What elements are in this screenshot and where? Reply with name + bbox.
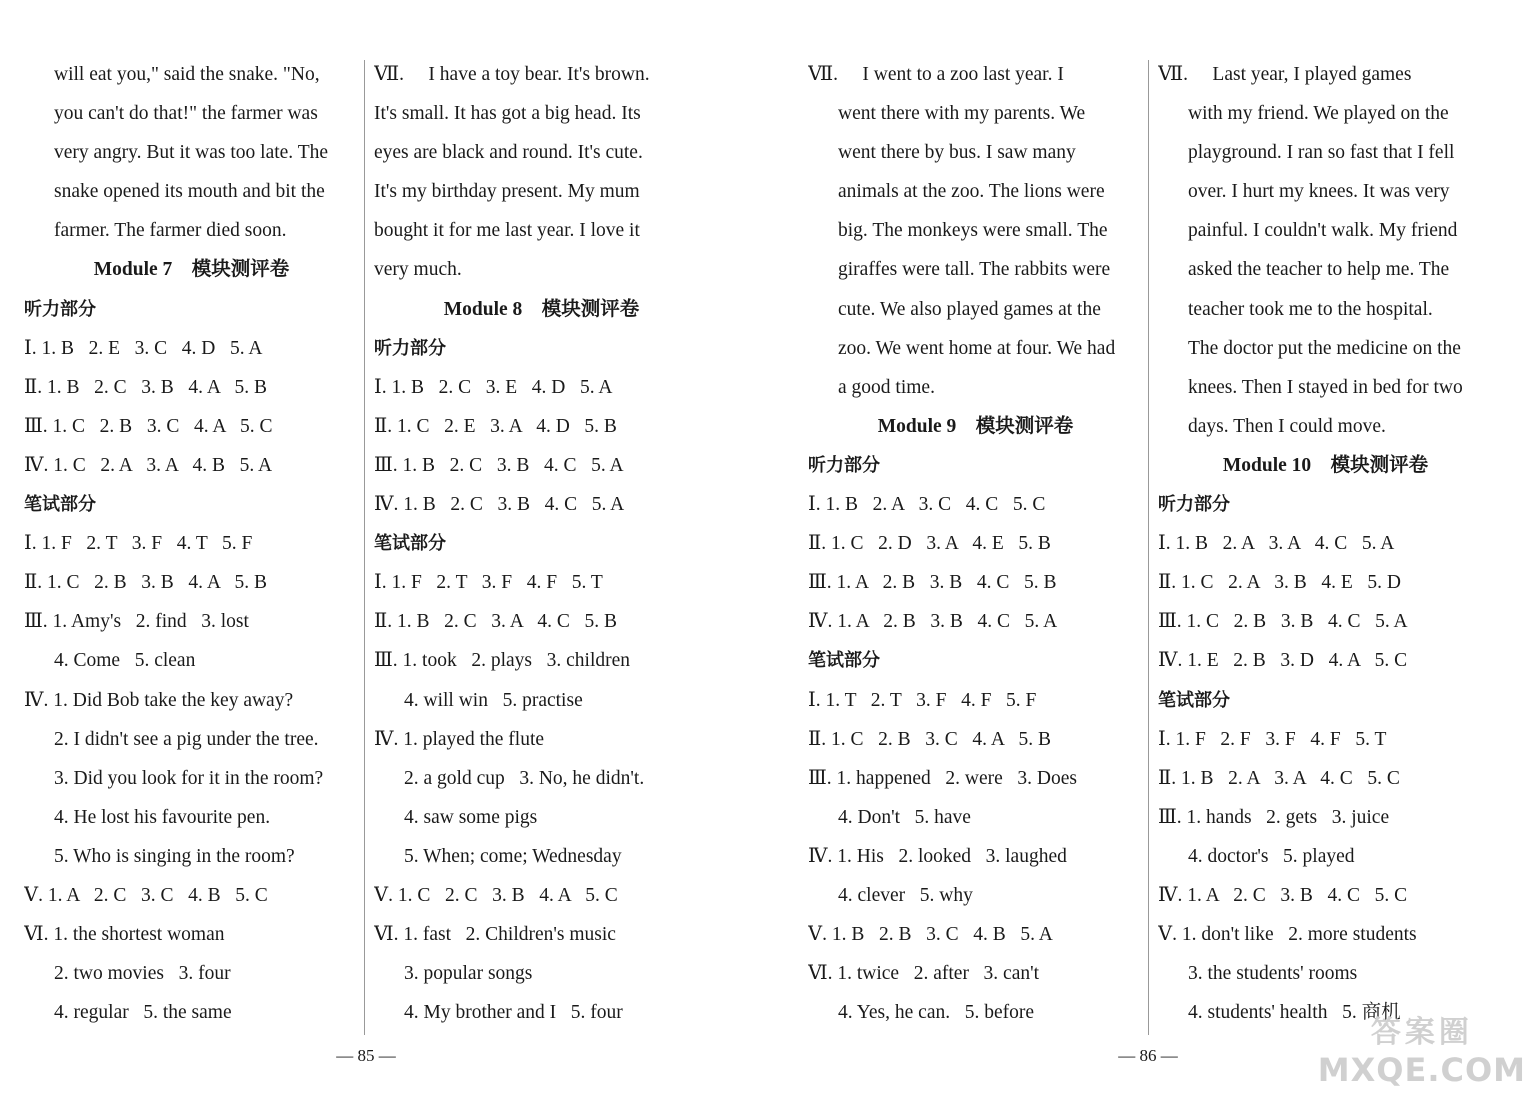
text-line: 4. He lost his favourite pen. [54, 806, 271, 828]
text-line: 5. When; come; Wednesday [404, 845, 622, 867]
text-line: Ⅱ. 1. C 2. E 3. A 4. D 5. B [374, 415, 617, 437]
text-line: zoo. We went home at four. We had [838, 337, 1116, 359]
text-line: 4. will win 5. practise [404, 689, 583, 711]
text-line: 4. clever 5. why [838, 884, 973, 906]
text-line: went there by bus. I saw many [838, 142, 1076, 164]
text-line: Ⅶ. I went to a zoo last year. I [808, 64, 1064, 85]
text-line: Ⅴ. 1. C 2. C 3. B 4. A 5. C [374, 884, 618, 906]
section-title: 听力部分 [808, 454, 880, 476]
text-line: Ⅲ. 1. happened 2. were 3. Does [808, 767, 1077, 789]
text-line: very much. [374, 259, 462, 281]
text-line: Ⅵ. 1. the shortest woman [24, 924, 225, 946]
text-line: days. Then I could move. [1188, 415, 1386, 437]
text-line: Ⅳ. 1. A 2. B 3. B 4. C 5. A [808, 611, 1058, 633]
text-line: Ⅰ. 1. B 2. A 3. C 4. C 5. C [808, 494, 1046, 516]
text-line: Ⅳ. 1. C 2. A 3. A 4. B 5. A [24, 454, 273, 476]
text-line: snake opened its mouth and bit the [54, 181, 325, 203]
text-line: big. The monkeys were small. The [838, 220, 1108, 242]
text-line: Ⅳ. 1. B 2. C 3. B 4. C 5. A [374, 494, 625, 516]
text-line: eyes are black and round. It's cute. [374, 142, 643, 164]
text-line: Ⅱ. 1. C 2. B 3. C 4. A 5. B [808, 728, 1051, 750]
module-heading: Module 7 模块测评卷 [93, 259, 290, 281]
module-heading: Module 10 模块测评卷 [1222, 454, 1429, 476]
page-number: — 86 — [1118, 1046, 1178, 1065]
section-title: 听力部分 [1158, 494, 1230, 516]
text-line: cute. We also played games at the [838, 298, 1101, 320]
text-line: Ⅶ. Last year, I played games [1158, 64, 1412, 85]
watermark-url: MXQE.COM [1317, 1051, 1526, 1089]
text-line: Ⅲ. 1. took 2. plays 3. children [374, 650, 631, 672]
section-title: 听力部分 [24, 298, 96, 320]
answer-column-left-b [374, 55, 709, 1032]
text-line: Ⅵ. 1. fast 2. Children's music [374, 924, 616, 946]
text-line: Ⅰ. 1. B 2. A 3. A 4. C 5. A [1158, 533, 1395, 555]
text-line: painful. I couldn't walk. My friend [1188, 220, 1458, 242]
section-title: 笔试部分 [808, 650, 880, 672]
section-title: 笔试部分 [1158, 689, 1230, 711]
column-divider [1148, 60, 1149, 1035]
answer-column-right-a [808, 55, 1143, 1032]
text-line: with my friend. We played on the [1188, 103, 1449, 125]
text-line: playground. I ran so fast that I fell [1188, 142, 1455, 164]
text-line: 4. My brother and I 5. four [404, 1002, 623, 1024]
text-line: will eat you," said the snake. "No, [54, 64, 320, 85]
text-line: 2. a gold cup 3. No, he didn't. [404, 767, 645, 789]
text-line: giraffes were tall. The rabbits were [838, 259, 1111, 281]
text-line: Ⅰ. 1. F 2. T 3. F 4. T 5. F [24, 533, 253, 555]
text-line: Ⅳ. 1. E 2. B 3. D 4. A 5. C [1158, 650, 1408, 672]
site-watermark [1318, 1007, 1526, 1089]
text-line: Ⅱ. 1. B 2. C 3. B 4. A 5. B [24, 376, 267, 398]
text-line: over. I hurt my knees. It was very [1188, 181, 1450, 203]
text-line: Ⅳ. 1. His 2. looked 3. laughed [808, 845, 1067, 867]
text-line: Ⅲ. 1. B 2. C 3. B 4. C 5. A [374, 454, 624, 476]
text-line: 5. Who is singing in the room? [54, 845, 295, 867]
text-line: Ⅱ. 1. B 2. C 3. A 4. C 5. B [374, 611, 617, 633]
text-line: you can't do that!" the farmer was [54, 103, 318, 125]
section-title: 笔试部分 [24, 494, 96, 516]
text-line: Ⅵ. 1. twice 2. after 3. can't [808, 963, 1040, 985]
column-divider [364, 60, 365, 1035]
text-line: 4. Don't 5. have [838, 806, 971, 828]
text-line: Ⅲ. 1. hands 2. gets 3. juice [1158, 806, 1390, 828]
text-line: Ⅳ. 1. A 2. C 3. B 4. C 5. C [1158, 884, 1408, 906]
answer-column-left-a [24, 55, 359, 1032]
text-line: Ⅱ. 1. C 2. B 3. B 4. A 5. B [24, 572, 267, 594]
text-line: a good time. [838, 376, 935, 398]
text-line: 4. Yes, he can. 5. before [838, 1002, 1035, 1024]
text-line: Ⅰ. 1. B 2. E 3. C 4. D 5. A [24, 337, 263, 359]
text-line: 2. I didn't see a pig under the tree. [54, 728, 319, 750]
text-line: It's my birthday present. My mum [374, 181, 640, 203]
text-line: Ⅱ. 1. C 2. A 3. B 4. E 5. D [1158, 572, 1401, 594]
text-line: Ⅱ. 1. C 2. D 3. A 4. E 5. B [808, 533, 1051, 555]
text-line: Ⅲ. 1. A 2. B 3. B 4. C 5. B [808, 572, 1057, 594]
answer-column-right-b [1158, 55, 1493, 1032]
text-line: 4. doctor's 5. played [1188, 845, 1355, 867]
text-line: knees. Then I stayed in bed for two [1188, 376, 1463, 398]
text-line: animals at the zoo. The lions were [838, 181, 1105, 203]
page-number: — 85 — [336, 1046, 396, 1065]
text-line: Ⅲ. 1. Amy's 2. find 3. lost [24, 611, 249, 633]
text-line: farmer. The farmer died soon. [54, 220, 287, 242]
section-title: 听力部分 [374, 337, 446, 359]
watermark-logo-text: 答案圈 [1370, 1015, 1473, 1050]
text-line: Ⅴ. 1. don't like 2. more students [1158, 924, 1417, 946]
text-line: It's small. It has got a big head. Its [374, 103, 641, 125]
text-line: Ⅴ. 1. A 2. C 3. C 4. B 5. C [24, 884, 268, 906]
text-line: went there with my parents. We [838, 103, 1086, 125]
text-line: 4. saw some pigs [404, 806, 538, 828]
section-title: 笔试部分 [374, 533, 446, 555]
text-line: bought it for me last year. I love it [374, 220, 640, 242]
text-line: 4. Come 5. clean [54, 650, 196, 672]
text-line: 4. students' health 5. 商机 [1188, 1002, 1401, 1024]
text-line: 2. two movies 3. four [54, 963, 231, 985]
text-line: Ⅲ. 1. C 2. B 3. B 4. C 5. A [1158, 611, 1408, 633]
text-line: asked the teacher to help me. The [1188, 259, 1450, 281]
page-86 [768, 0, 1536, 1097]
text-line: The doctor put the medicine on the [1188, 337, 1461, 359]
text-line: 3. Did you look for it in the room? [54, 767, 324, 789]
text-line: 4. regular 5. the same [54, 1002, 232, 1024]
text-line: Ⅰ. 1. F 2. F 3. F 4. F 5. T [1158, 728, 1387, 750]
text-line: Ⅰ. 1. F 2. T 3. F 4. F 5. T [374, 572, 603, 594]
text-line: Ⅳ. 1. played the flute [374, 728, 545, 750]
text-line: 3. popular songs [404, 963, 533, 985]
text-line: very angry. But it was too late. The [54, 142, 329, 164]
text-line: Ⅴ. 1. B 2. B 3. C 4. B 5. A [808, 924, 1053, 946]
module-heading: Module 8 模块测评卷 [443, 298, 640, 320]
text-line: 3. the students' rooms [1188, 963, 1358, 985]
text-line: Ⅰ. 1. T 2. T 3. F 4. F 5. F [808, 689, 1037, 711]
text-line: teacher took me to the hospital. [1188, 298, 1433, 320]
text-line: Ⅰ. 1. B 2. C 3. E 4. D 5. A [374, 376, 613, 398]
text-line: Ⅶ. I have a toy bear. It's brown. [374, 64, 650, 85]
text-line: Ⅲ. 1. C 2. B 3. C 4. A 5. C [24, 415, 273, 437]
text-line: Ⅳ. 1. Did Bob take the key away? [24, 689, 294, 711]
text-line: Ⅱ. 1. B 2. A 3. A 4. C 5. C [1158, 767, 1400, 789]
module-heading: Module 9 模块测评卷 [877, 415, 1074, 437]
